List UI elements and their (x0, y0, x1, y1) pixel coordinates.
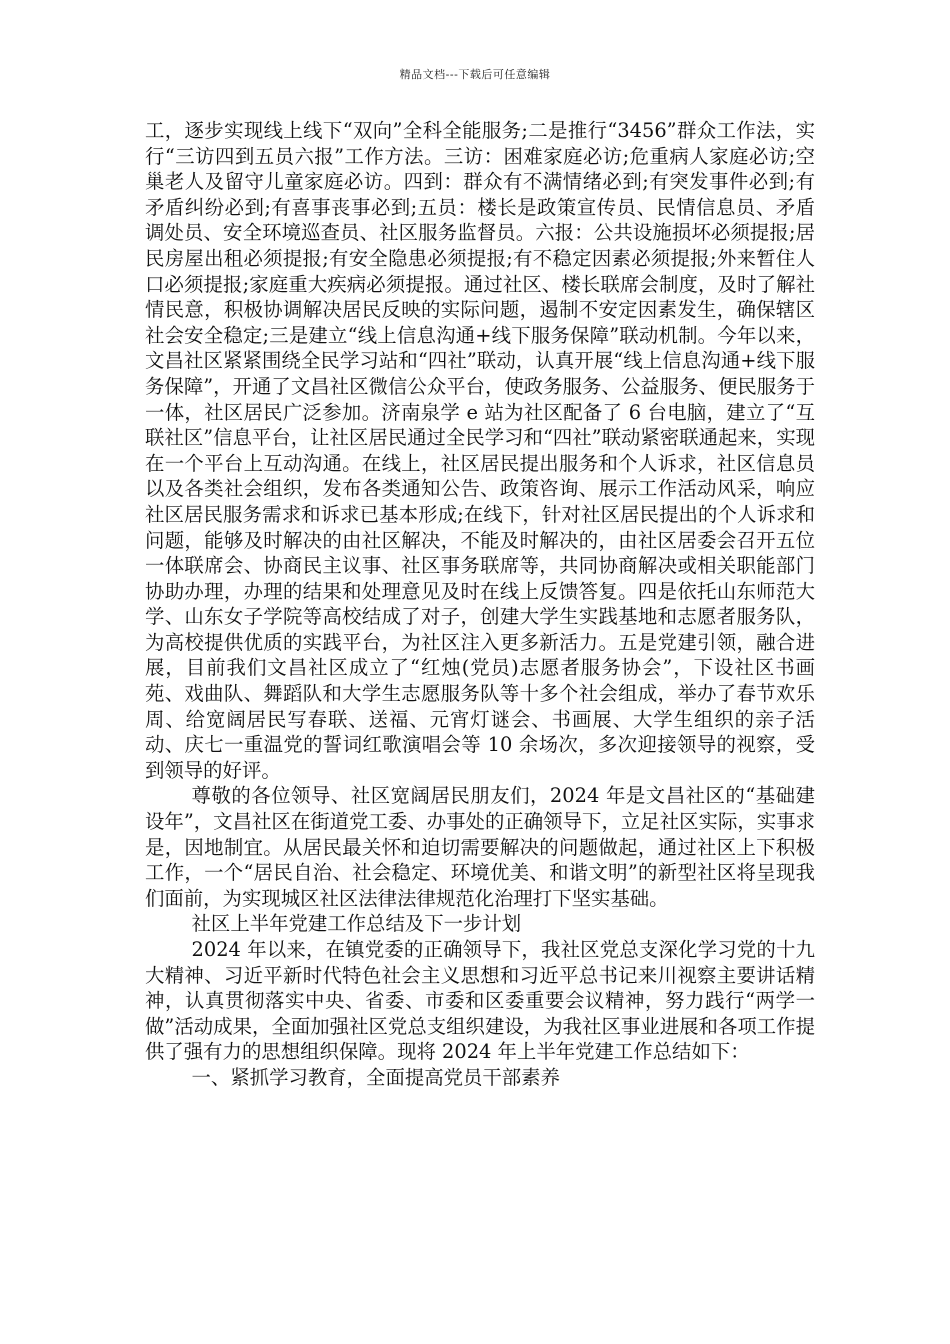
section-title: 社区上半年党建工作总结及下一步计划 (191, 912, 522, 936)
paragraph-address-to-residents: 尊敬的各位领导、社区宽阔居民朋友们，2024 年是文昌社区的“基础建设年”，文昌社区在街道党工委、办事处的正确领导下，立足社区实际，实事求是，因地制宜。从居民最关怀和迫切需要解决的问题做起，通过社区上下积极工作，一个“居民自治、社会稳定、环境优美、和谐文明”的新型社区将呈现我们面前，为实现城区社区法律法律规范化治理打下坚实基础。 (145, 784, 815, 910)
subsection-heading: 一、紧抓学习教育，全面提高党员干部素养 (191, 1065, 560, 1089)
document-body (145, 118, 815, 1091)
paragraph-community-services: 工，逐步实现线上线下“双向”全科全能服务;二是推行“3456”群众工作法，实行“三访四到五员六报”工作方法。三访：困难家庭必访;危重病人家庭必访;空巢老人及留守儿童家庭必访。四到：群众有不满情绪必到;有突发事件必到;有矛盾纠纷必到;有喜事丧事必到;五员：楼长是政策宣传员、民情信息员、矛盾调处员、安全环境巡查员、社区服务监督员。六报：公共设施损坏必须提报;居民房屋出租必须提报;有安全隐患必须提报;有不稳定因素必须提报;外来暂住人口必须提报;家庭重大疾病必须提报。通过社区、楼长联席会制度，及时了解社情民意，积极协调解决居民反映的实际问题，遏制不安定因素发生，确保辖区社会安全稳定;三是建立“线上信息沟通+线下服务保障”联动机制。今年以来，文昌社区紧紧围绕全民学习站和“四社”联动，认真开展“线上信息沟通+线下服务保障”，开通了文昌社区微信公众平台，使政务服务、公益服务、便民服务于一体，社区居民广泛参加。济南泉学 e 站为社区配备了 6 台电脑，建立了“互联社区”信息平台，让社区居民通过全民学习和“四社”联动紧密联通起来，实现在一个平台上互动沟通。在线上，社区居民提出服务和个人诉求，社区信息员以及各类社会组织，发布各类通知公告、政策咨询、展示工作活动风采，响应社区居民服务需求和诉求已基本形成;在线下，针对社区居民提出的个人诉求和问题，能够及时解决的由社区解决，不能及时解决的，由社区居委会召开五位一体联席会、协商民主议事、社区事务联席等，共同协商解决或相关职能部门协助办理，办理的结果和处理意见及时在线上反馈答复。四是依托山东师范大学、山东女子学院等高校结成了对子，创建大学生实践基地和志愿者服务队，为高校提供优质的实践平台，为社区注入更多新活力。五是党建引领，融合进展，目前我们文昌社区成立了“红烛(党员)志愿者服务协会”，下设社区书画苑、戏曲队、舞蹈队和大学生志愿服务队等十多个社会组成，举办了春节欢乐周、给宽阔居民写春联、送福、元宵灯谜会、书画展、大学生组织的亲子活动、庆七一重温党的誓词红歌演唱会等 10 余场次，多次迎接领导的视察，受到领导的好评。 (145, 119, 815, 782)
paragraph-party-building-intro: 2024 年以来，在镇党委的正确领导下，我社区党总支深化学习党的十九大精神、习近平新时代特色社会主义思想和习近平总书记来川视察主要讲话精神，认真贯彻落实中央、省委、市委和区委重要会议精神，努力践行“两学一做”活动成果，全面加强社区党总支组织建设，为我社区事业进展和各项工作提供了强有力的思想组织保障。现将 2024 年上半年党建工作总结如下： (145, 938, 815, 1064)
page-header: 精品文档---下载后可任意编辑 (399, 68, 551, 81)
